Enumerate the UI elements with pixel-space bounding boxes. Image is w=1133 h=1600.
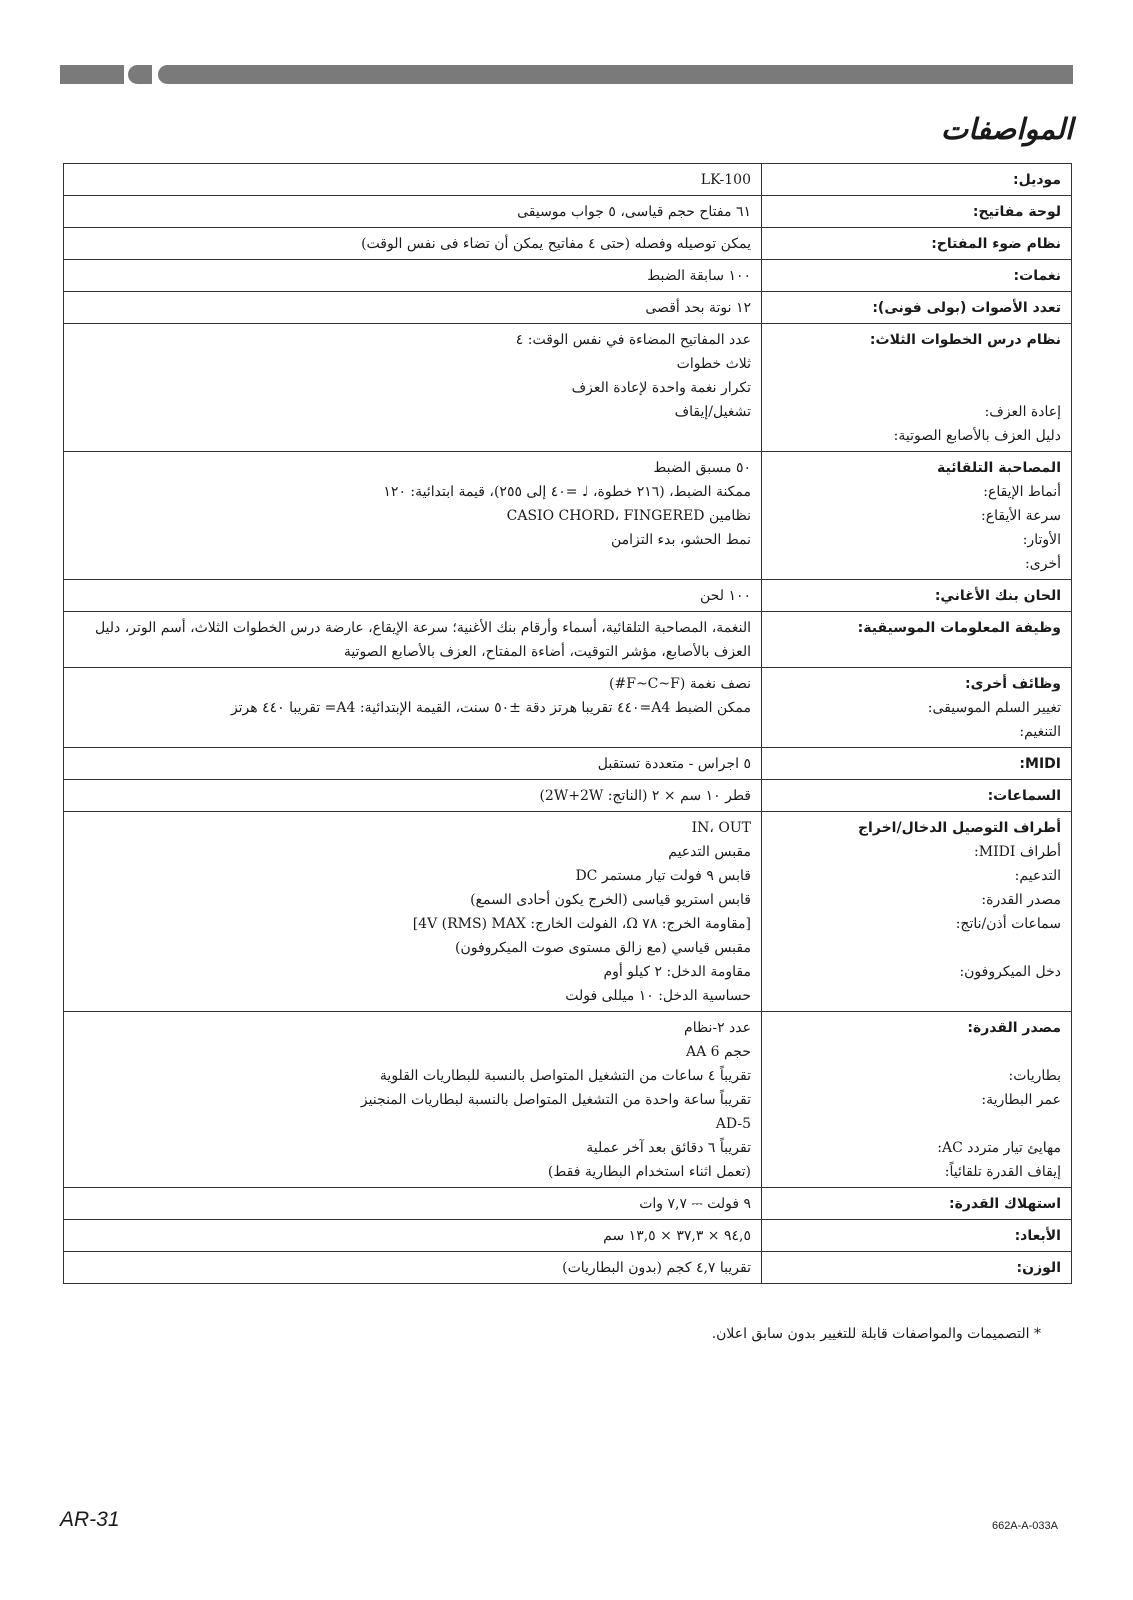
spec-value: نمط الحشو، بدء التزامن: [610, 532, 751, 548]
spec-value-cell: [64, 228, 762, 260]
spec-label-cell: [762, 668, 1072, 748]
spec-sublabel: [772, 1040, 1061, 1064]
spec-row: [64, 1012, 1072, 1188]
spec-sublabel: مهايئ تيار متردد AC:: [937, 1140, 1061, 1156]
page-number: AR-31: [60, 1508, 120, 1531]
spec-row: [64, 812, 1072, 1012]
spec-label-cell: [762, 324, 1072, 452]
spec-value: ٩٤,٥ × ٣٧,٣ × ١٣,٥ سم: [603, 1228, 751, 1244]
header-bar-segment: [60, 65, 124, 84]
spec-sublabel: سماعات أذن/ناتج:: [955, 916, 1061, 932]
spec-value: يمكن توصيله وفصله (حتى ٤ مفاتيح يمكن أن تضاء فى نفس الوقت): [361, 236, 751, 252]
spec-sublabel: [772, 1112, 1061, 1136]
spec-label: المصاحبة التلقائية: [937, 460, 1061, 476]
header-bar-segment: [128, 65, 152, 84]
spec-label-cell: [762, 580, 1072, 612]
spec-row: [64, 228, 1072, 260]
spec-row: [64, 164, 1072, 196]
spec-row: [64, 748, 1072, 780]
spec-label-cell: [762, 1252, 1072, 1284]
spec-value: قابس استريو قياسى (الخرج يكون أحادى السمع): [470, 892, 751, 908]
spec-sublabel: الأوتار:: [1022, 532, 1061, 548]
spec-sublabel: دخل الميكروفون:: [959, 964, 1061, 980]
spec-sublabel: [772, 936, 1061, 960]
spec-label: لوحة مفاتيح:: [972, 204, 1061, 220]
spec-value-cell: [64, 452, 762, 580]
spec-value: ممكن الضبط A4=٤٤٠ تقريبا هرتز دقة ±٥٠ سنت، القيمة الإبتدائية: A4= تقريبا ٤٤٠ هرتز: [230, 700, 751, 716]
spec-label: أطراف التوصيل الدخال/اخراج: [857, 820, 1061, 836]
spec-value: تقريباً ساعة واحدة من التشغيل المتواصل بالنسبة لبطاريات المنجنيز: [360, 1092, 751, 1108]
spec-value: مقاومة الدخل: ٢ كيلو أوم: [603, 964, 751, 980]
footnote: * التصميمات والمواصفات قابلة للتغيير بدون سابق اعلان.: [711, 1326, 1041, 1342]
spec-label: وظيفة المعلومات الموسيقية:: [857, 620, 1061, 636]
page-title: المواصفات: [940, 112, 1073, 146]
spec-value: ١٢ نوتة بحد أقصى: [645, 300, 751, 316]
spec-value: ٥ اجراس - متعددة تستقبل: [597, 756, 751, 772]
spec-sublabel: مصدر القدرة:: [981, 892, 1061, 908]
spec-value-cell: [64, 260, 762, 292]
spec-label-cell: [762, 1188, 1072, 1220]
spec-value-cell: [64, 1220, 762, 1252]
spec-label: الوزن:: [1016, 1260, 1061, 1276]
spec-value-cell: [64, 164, 762, 196]
spec-row: [64, 452, 1072, 580]
spec-value: تقريبا ٤,٧ كجم (بدون البطاريات): [562, 1260, 751, 1276]
spec-sublabel: أطراف MIDI:: [974, 844, 1061, 860]
spec-value-cell: [64, 324, 762, 452]
spec-value: مقبس قياسي (مع زالق مستوى صوت الميكروفون): [454, 940, 751, 956]
spec-row: [64, 292, 1072, 324]
spec-row: [64, 260, 1072, 292]
spec-value: حجم AA 6: [685, 1044, 751, 1060]
spec-value: ٦١ مفتاح حجم قياسى، ٥ جواب موسيقى: [517, 204, 751, 220]
spec-sublabel: أخرى:: [1025, 556, 1061, 572]
spec-value: النغمة، المصاحبة التلقائية، أسماء وأرقام بنك الأغنية؛ سرعة الإيقاع، عارضة درس الخطوات الثلاث، أسم الوتر، دليل العزف بالأصابع، مؤشر التوقيت، أضاءة المفتاح، العزف بالأصابع الصوتية: [94, 620, 751, 660]
spec-label: استهلاك القدرة:: [949, 1196, 1061, 1212]
spec-value-cell: [64, 580, 762, 612]
spec-label-cell: [762, 260, 1072, 292]
spec-value: قابس ٩ فولت تيار مستمر DC: [575, 868, 751, 884]
spec-sublabel: عمر البطارية:: [981, 1092, 1061, 1108]
spec-sublabel: التنغيم:: [1019, 724, 1061, 740]
spec-label: نظام ضوء المفتاح:: [931, 236, 1061, 252]
spec-value: [مقاومة الخرج: ٧٨ Ω، الفولت الخارج: 4V (RMS) MAX]: [412, 916, 751, 932]
spec-value: ٥٠ مسبق الضبط: [653, 460, 751, 476]
spec-label-cell: [762, 228, 1072, 260]
spec-value: عدد المفاتيح المضاءة في نفس الوقت: ٤: [515, 332, 751, 348]
spec-value: تكرار نغمة واحدة لإعادة العزف: [571, 380, 751, 396]
spec-label-cell: [762, 196, 1072, 228]
spec-label: MIDI:: [1019, 756, 1061, 772]
spec-value: (تعمل اثناء استخدام البطارية فقط): [547, 1164, 751, 1180]
spec-value: ممكنة الضبط، (٢١٦ خطوة، ♩ =٤٠ إلى ٢٥٥)، قيمة ابتدائية: ١٢٠: [383, 484, 751, 500]
spec-value-cell: [64, 196, 762, 228]
spec-value: مقبس التدعيم: [668, 844, 751, 860]
spec-label: نظام درس الخطوات الثلاث:: [869, 332, 1061, 348]
spec-sublabel: إيقاف القدرة تلقائياً:: [944, 1164, 1061, 1180]
spec-value-cell: [64, 748, 762, 780]
header-bar: [158, 65, 1073, 84]
spec-row: [64, 580, 1072, 612]
spec-value: ٩ فولت ⎓ ٧,٧ وات: [639, 1196, 751, 1212]
spec-value: LK-100: [700, 172, 751, 188]
spec-value-cell: [64, 780, 762, 812]
spec-value: قطر ١٠ سم × ٢ (الناتج: 2W+2W): [539, 788, 751, 804]
spec-sublabel: [772, 352, 1061, 376]
spec-value: ١٠٠ سابقة الضبط: [647, 268, 751, 284]
spec-value: نصف نغمة (F~C~F#): [609, 676, 751, 692]
spec-value: تشغيل/إيقاف: [674, 404, 751, 420]
spec-label-cell: [762, 812, 1072, 1012]
spec-label: السماعات:: [987, 788, 1061, 804]
spec-table: [63, 163, 1072, 1284]
spec-value-cell: [64, 812, 762, 1012]
spec-value: AD-5: [715, 1116, 751, 1132]
spec-label: موديل:: [1013, 172, 1061, 188]
spec-value-cell: [64, 1188, 762, 1220]
doc-code: 662A-A-033A: [991, 1520, 1058, 1532]
spec-sublabel: [772, 376, 1061, 400]
spec-label: تعدد الأصوات (بولى فونى):: [872, 300, 1061, 316]
spec-row: [64, 780, 1072, 812]
spec-label-cell: [762, 452, 1072, 580]
spec-label-cell: [762, 1012, 1072, 1188]
spec-label-cell: [762, 748, 1072, 780]
spec-value-cell: [64, 1252, 762, 1284]
spec-label-cell: [762, 1220, 1072, 1252]
spec-row: [64, 324, 1072, 452]
spec-label-cell: [762, 164, 1072, 196]
spec-value-cell: [64, 612, 762, 668]
spec-value: حساسية الدخل: ١٠ ميللى فولت: [565, 988, 751, 1004]
spec-row: [64, 612, 1072, 668]
spec-value: ١٠٠ لحن: [700, 588, 751, 604]
spec-sublabel: أنماط الإيقاع:: [983, 484, 1061, 500]
spec-row: [64, 1252, 1072, 1284]
spec-sublabel: دليل العزف بالأصابع الصوتية:: [893, 428, 1061, 444]
spec-value: ثلاث خطوات: [676, 356, 751, 372]
spec-label: الحان بنك الأغاني:: [934, 588, 1061, 604]
spec-label: الأبعاد:: [1014, 1228, 1061, 1244]
spec-row: [64, 1220, 1072, 1252]
spec-row: [64, 1188, 1072, 1220]
spec-sublabel: إعادة العزف:: [984, 404, 1061, 420]
spec-label: نغمات:: [1013, 268, 1061, 284]
spec-sublabel: بطاريات:: [1008, 1068, 1061, 1084]
spec-label: وظائف أخرى:: [965, 676, 1061, 692]
spec-value: عدد ٢-نظام: [684, 1020, 751, 1036]
spec-value-cell: [64, 668, 762, 748]
spec-row: [64, 668, 1072, 748]
spec-label-cell: [762, 780, 1072, 812]
spec-label: مصدر القدرة:: [967, 1020, 1061, 1036]
spec-row: [64, 196, 1072, 228]
spec-label-cell: [762, 612, 1072, 668]
spec-value: IN، OUT: [691, 820, 751, 836]
spec-value: نظامين CASIO CHORD، FINGERED: [506, 508, 751, 524]
spec-sublabel: سرعة الأيقاع:: [981, 508, 1061, 524]
spec-value-cell: [64, 292, 762, 324]
spec-value-cell: [64, 1012, 762, 1188]
spec-sublabel: التدعيم:: [1014, 868, 1061, 884]
spec-label-cell: [762, 292, 1072, 324]
spec-value: تقريباً ٤ ساعات من التشغيل المتواصل بالنسبة للبطاريات القلوية: [379, 1068, 751, 1084]
spec-value: تقريباً ٦ دقائق بعد آخر عملية: [586, 1140, 751, 1156]
spec-sublabel: تغيير السلم الموسيقى:: [927, 700, 1061, 716]
